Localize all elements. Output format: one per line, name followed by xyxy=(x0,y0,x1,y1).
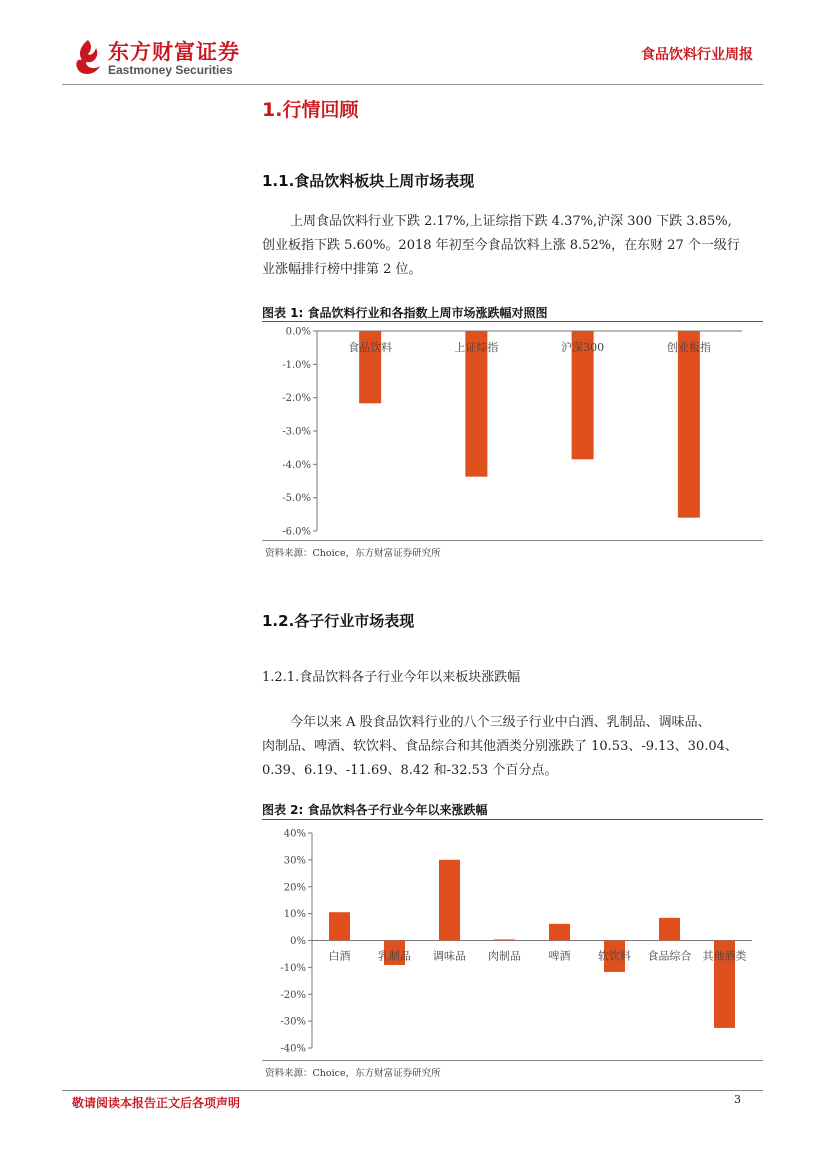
y-tick-label: -1.0% xyxy=(282,359,311,371)
paragraph-1-2 xyxy=(262,711,762,783)
y-tick-label: 20% xyxy=(283,882,306,894)
logo-text-cn: 东方财富证券 xyxy=(108,40,240,64)
figure-2-bottom-rule xyxy=(262,1060,763,1061)
category-label: 啤酒 xyxy=(548,949,571,963)
y-tick-label: 40% xyxy=(283,828,306,840)
subsection-heading-1-1: 1.1.食品饮料板块上周市场表现 xyxy=(262,172,475,190)
y-tick-label: 0.0% xyxy=(285,326,311,338)
y-tick-label: 0% xyxy=(290,936,306,947)
category-label: 食品饮料 xyxy=(348,341,393,354)
y-tick-label: -10% xyxy=(280,962,306,974)
figure-2-chart xyxy=(262,820,763,1060)
footer-divider xyxy=(62,1090,763,1091)
report-title: 食品饮料行业周报 xyxy=(641,47,753,63)
y-tick-label: -6.0% xyxy=(282,526,311,538)
bar xyxy=(494,939,515,940)
figure-1-source: 资料来源：Choice，东方财富证券研究所 xyxy=(265,548,441,559)
paragraph-line: 业涨幅排行榜中排第 2 位。 xyxy=(262,262,422,277)
bar xyxy=(439,860,460,941)
y-tick-label: 30% xyxy=(283,855,306,867)
category-label: 乳制品 xyxy=(378,949,411,963)
logo-text-en: Eastmoney Securities xyxy=(108,63,233,77)
paragraph-line: 肉制品、啤酒、软饮料、食品综合和其他酒类分别涨跌了 10.53、-9.13、30.04、 xyxy=(262,739,738,754)
figure-1-chart xyxy=(262,322,763,540)
figure-2-source: 资料来源：Choice，东方财富证券研究所 xyxy=(265,1068,441,1079)
paragraph-1-1 xyxy=(262,210,762,282)
y-tick-label: -20% xyxy=(280,989,306,1001)
figure-1-title: 图表 1: 食品饮料行业和各指数上周市场涨跌幅对照图 xyxy=(262,306,548,320)
category-label: 创业板指 xyxy=(666,341,711,354)
category-label: 其他酒类 xyxy=(702,949,747,963)
page-number: 3 xyxy=(734,1093,741,1106)
y-tick-label: 10% xyxy=(283,909,306,921)
header-divider xyxy=(62,84,763,85)
eastmoney-logo-icon xyxy=(72,38,104,76)
y-tick-label: -2.0% xyxy=(282,393,311,405)
y-tick-label: -40% xyxy=(280,1043,306,1055)
y-tick-label: -4.0% xyxy=(282,459,311,471)
paragraph-line: 0.39、6.19、-11.69、8.42 和-32.53 个百分点。 xyxy=(262,763,558,778)
category-label: 食品综合 xyxy=(647,949,692,963)
category-label: 调味品 xyxy=(433,949,466,963)
category-label: 上证综指 xyxy=(454,341,499,354)
category-label: 肉制品 xyxy=(488,949,521,963)
figure-1-bottom-rule xyxy=(262,540,763,541)
bar xyxy=(329,912,350,940)
bar xyxy=(549,924,570,941)
figure-2-title: 图表 2: 食品饮料各子行业今年以来涨跌幅 xyxy=(262,803,488,817)
y-tick-label: -5.0% xyxy=(282,493,311,505)
y-tick-label: -3.0% xyxy=(282,426,311,438)
bar xyxy=(659,918,680,941)
footer-disclaimer: 敬请阅读本报告正文后各项声明 xyxy=(72,1096,241,1110)
paragraph-line: 上周食品饮料行业下跌 2.17%,上证综指下跌 4.37%,沪深 300 下跌 3.85%, xyxy=(290,214,732,229)
subsubsection-heading-1-2-1: 1.2.1.食品饮料各子行业今年以来板块涨跌幅 xyxy=(262,670,521,685)
y-tick-label: -30% xyxy=(280,1016,306,1028)
paragraph-line: 创业板指下跌 5.60%。2018 年初至今食品饮料上涨 8.52%，在东财 27 个一级行 xyxy=(262,238,740,253)
subsection-heading-1-2: 1.2.各子行业市场表现 xyxy=(262,612,415,630)
paragraph-line: 今年以来 A 股食品饮料行业的八个三级子行业中白酒、乳制品、调味品、 xyxy=(290,715,711,730)
category-label: 沪深300 xyxy=(561,341,605,354)
bar xyxy=(678,331,700,518)
category-label: 白酒 xyxy=(328,949,351,963)
section-heading: 1.行情回顾 xyxy=(262,99,359,121)
category-label: 软饮料 xyxy=(598,949,631,963)
